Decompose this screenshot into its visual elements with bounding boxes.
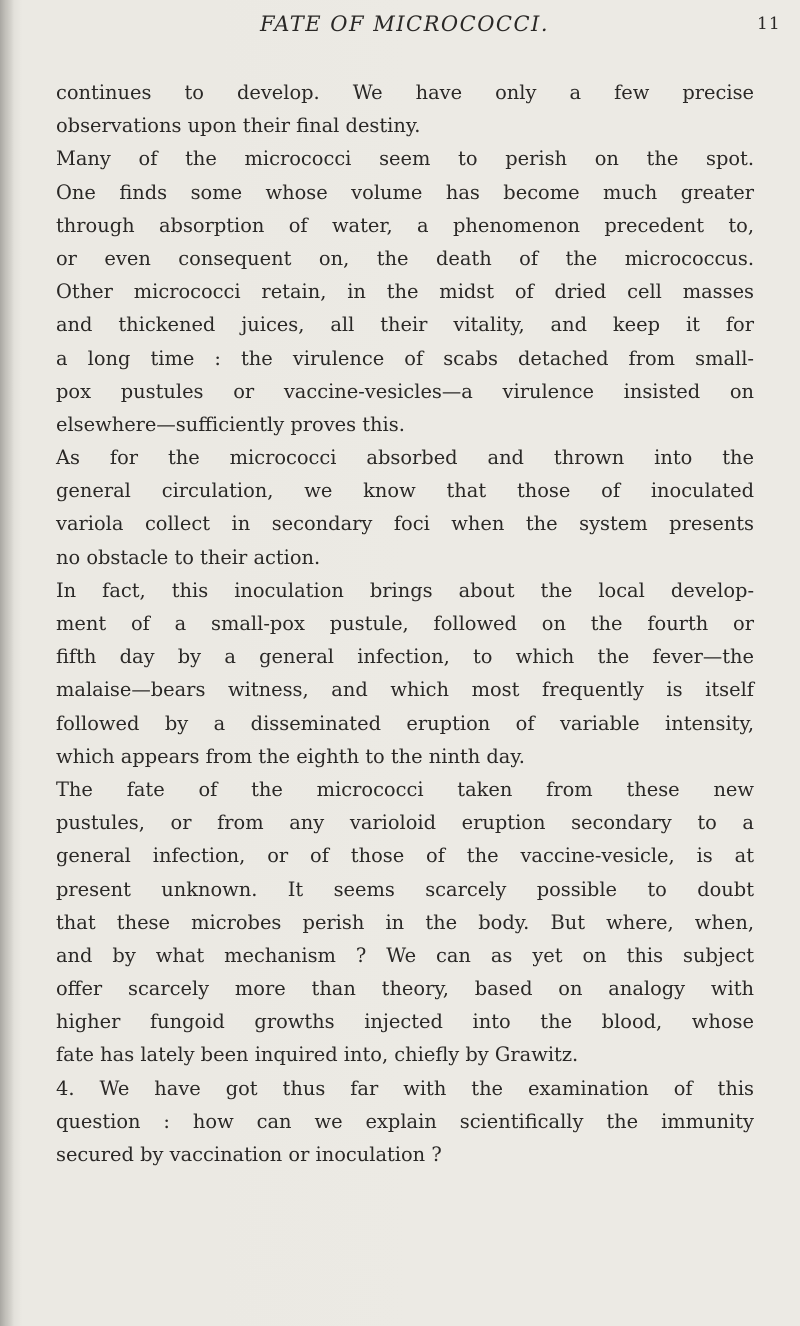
text-line: continues to develop. We have only a few precise <box>56 81 754 104</box>
text-line: that these microbes perish in the body. But where, when, <box>56 910 754 934</box>
text-line: As for the micrococci absorbed and thrown into the <box>56 446 754 470</box>
text-line: The fate of the micrococci taken from these new <box>56 777 754 801</box>
text-line: secured by vaccination or inoculation ? <box>56 1143 442 1166</box>
text-line: question : how can we explain scientifically the immunity <box>56 1109 754 1133</box>
text-line: followed by a disseminated eruption of variable intensity, <box>56 711 754 735</box>
text-line: pustules, or from any varioloid eruption secondary to a <box>56 811 754 835</box>
text-line: One finds some whose volume has become much greater <box>56 180 754 204</box>
text-line: or even consequent on, the death of the micrococcus. <box>56 246 754 270</box>
text-line: general infection, or of those of the vaccine-vesicle, is at <box>56 844 754 868</box>
text-line: which appears from the eighth to the ninth day. <box>56 744 525 768</box>
text-line: variola collect in secondary foci when the system presents <box>56 512 754 536</box>
text-line: In fact, this inoculation brings about the local develop- <box>56 578 754 602</box>
text-line: Other micrococci retain, in the midst of dried cell masses <box>56 280 754 304</box>
body-text <box>56 76 754 1171</box>
text-line: through absorption of water, a phenomenon precedent to, <box>56 213 754 237</box>
text-line: pox pustules or vaccine-vesicles—a virulence insisted on <box>56 379 754 403</box>
running-title: FATE OF MICROCOCCI. <box>260 12 550 36</box>
text-line: observations upon their final destiny. <box>56 114 421 138</box>
text-line: present unknown. It seems scarcely possible to doubt <box>56 877 754 901</box>
text-line: ment of a small-pox pustule, followed on the fourth or <box>56 612 754 635</box>
text-line: elsewhere—sufficiently proves this. <box>56 412 405 436</box>
text-line: malaise—bears witness, and which most frequently is itself <box>56 678 754 702</box>
text-line: higher fungoid growths injected into the blood, whose <box>56 1010 754 1034</box>
text-line: fifth day by a general infection, to which the fever—the <box>56 645 754 669</box>
text-line: and by what mechanism ? We can as yet on this subject <box>56 943 754 967</box>
page-number: 11 <box>757 14 781 34</box>
text-line: and thickened juices, all their vitality, and keep it for <box>56 313 754 337</box>
text-line: offer scarcely more than theory, based on analogy with <box>56 977 754 1001</box>
text-line: 4. We have got thus far with the examination of this <box>56 1076 754 1100</box>
text-line: Many of the micrococci seem to perish on the spot. <box>56 147 754 171</box>
text-line: fate has lately been inquired into, chiefly by Grawitz. <box>56 1043 579 1067</box>
text-line: a long time : the virulence of scabs detached from small- <box>56 346 754 370</box>
text-line: no obstacle to their action. <box>56 545 321 569</box>
text-line: general circulation, we know that those of inoculated <box>56 479 754 503</box>
page-header <box>0 6 800 46</box>
page-gutter-shadow <box>0 0 14 1326</box>
